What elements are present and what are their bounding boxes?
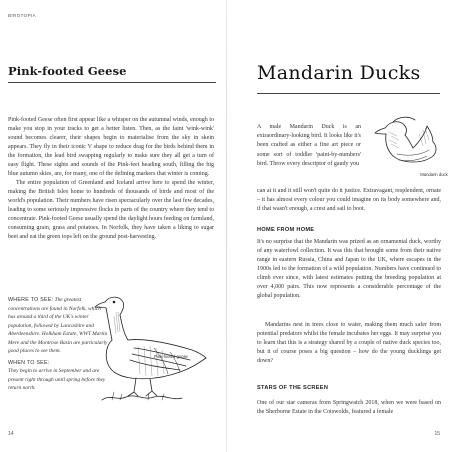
page-number: 15 — [434, 431, 440, 437]
page-title: Mandarin Ducks — [257, 62, 421, 84]
duck-caption: Mandarin duck — [420, 172, 448, 177]
right-page — [227, 0, 452, 452]
where-text: The greatest concentrations are found in Norfolk, which has around a third of the UK's winter population, followed by Lancashire and Aberdeenshire. Holkham Estate, WWT Martin Mere and the Montrose Basin are particularly good places to see them. — [8, 297, 108, 354]
running-head: BIROTOPIA — [8, 13, 37, 18]
nesting-text: Mandarins nest in trees close to water, making them much safer from potential predators whilst the female incubates her eggs. It may surprise you to learn that this is a strategy shared by a couple of native duck species too, but it of course poses a big question – how do the young ducklings get down? — [257, 322, 441, 364]
page-number: 14 — [8, 431, 14, 437]
when-label: WHEN TO SEE: — [8, 359, 50, 366]
section-heading-stars: STARS OF THE SCREEN — [257, 385, 329, 391]
page-title: Pink-footed Geese — [8, 64, 127, 78]
body-paragraph-home: It's no surprise that the Mandarin was prized as an ornamental duck, worthy of any waterfowl collection. It was this that brought some from their native range in eastern Russia, China and Japan to the UK, where escapes in the 1900s led to the formation of a wild population. Numbers have continued to climb ever since, with latest estimates putting the breeding population at over 4,000 pairs. This now represents a considerable percentage of the global population. — [257, 239, 441, 299]
when-text: They begin to arrive in September and are present right through until spring before they return north. — [8, 368, 106, 391]
body-paragraph-2: The entire population of Greenland and Iceland arrive here to spend the winter, making the British Isles home to hundreds of thousands of birds and most of the world's population. Their numbers have risen spectacularly over the last few decades, leading to some seriously impressive flocks in parts of the country where they tend to concentrate. Pink-footed Geese usually spend the daylight hours feeding on farmland, consuming grain, grass and potatoes. In Norfolk, they have taken a liking to sugar beet and eat the green tops left on the ground post-harvesting. — [8, 180, 214, 240]
body-paragraph-stars: One of our star cameras from Springwatch 2018, when we were based on the Sherborne Estate in the Cotswolds, featured a female — [257, 400, 441, 415]
title-rule — [8, 82, 216, 83]
body-paragraph-1: Pink-footed Geese often first appear like a whisper on the autumnal winds, enough to make you stop in your tracks to get a better listen. Then, as the faint 'wink-wink' sound becomes clearer, their shapes begin to materialise from the sky in skein appears. They fly in their iconic V shape to reduce drag for the birds behind them in the formation, the lead bird swapping regularly to make sure they all get a turn of easy flight. These sights and sounds of the Pink-feet heading south, filling the big blue autumn skies, are, for many, one of the defining markers that winter is coming. — [8, 117, 214, 177]
goose-caption: Pink-footed goose — [154, 354, 188, 359]
goose-illustration — [62, 288, 222, 410]
body-paragraph — [8, 116, 214, 242]
intro-paragraph: A male Mandarin Duck is an extraordinary-looking bird. It looks like it's been crafted as either a fine art piece or some sort of toddler 'paint-by-numbers' bird. Throw every descriptor of gaudy you — [257, 124, 361, 167]
title-rule — [257, 93, 440, 94]
body-paragraph-nesting — [257, 321, 441, 366]
intro-continued: can at it and it still won't quite do it justice. Extravagant, resplendent, ornate – it has almost every colour you could imagine on its body somewhere and, if that wasn't enough, a crest and sail to boot. — [257, 188, 441, 213]
where-label: WHERE TO SEE: — [8, 297, 54, 303]
section-heading-home: HOME FROM HOME — [257, 227, 315, 233]
